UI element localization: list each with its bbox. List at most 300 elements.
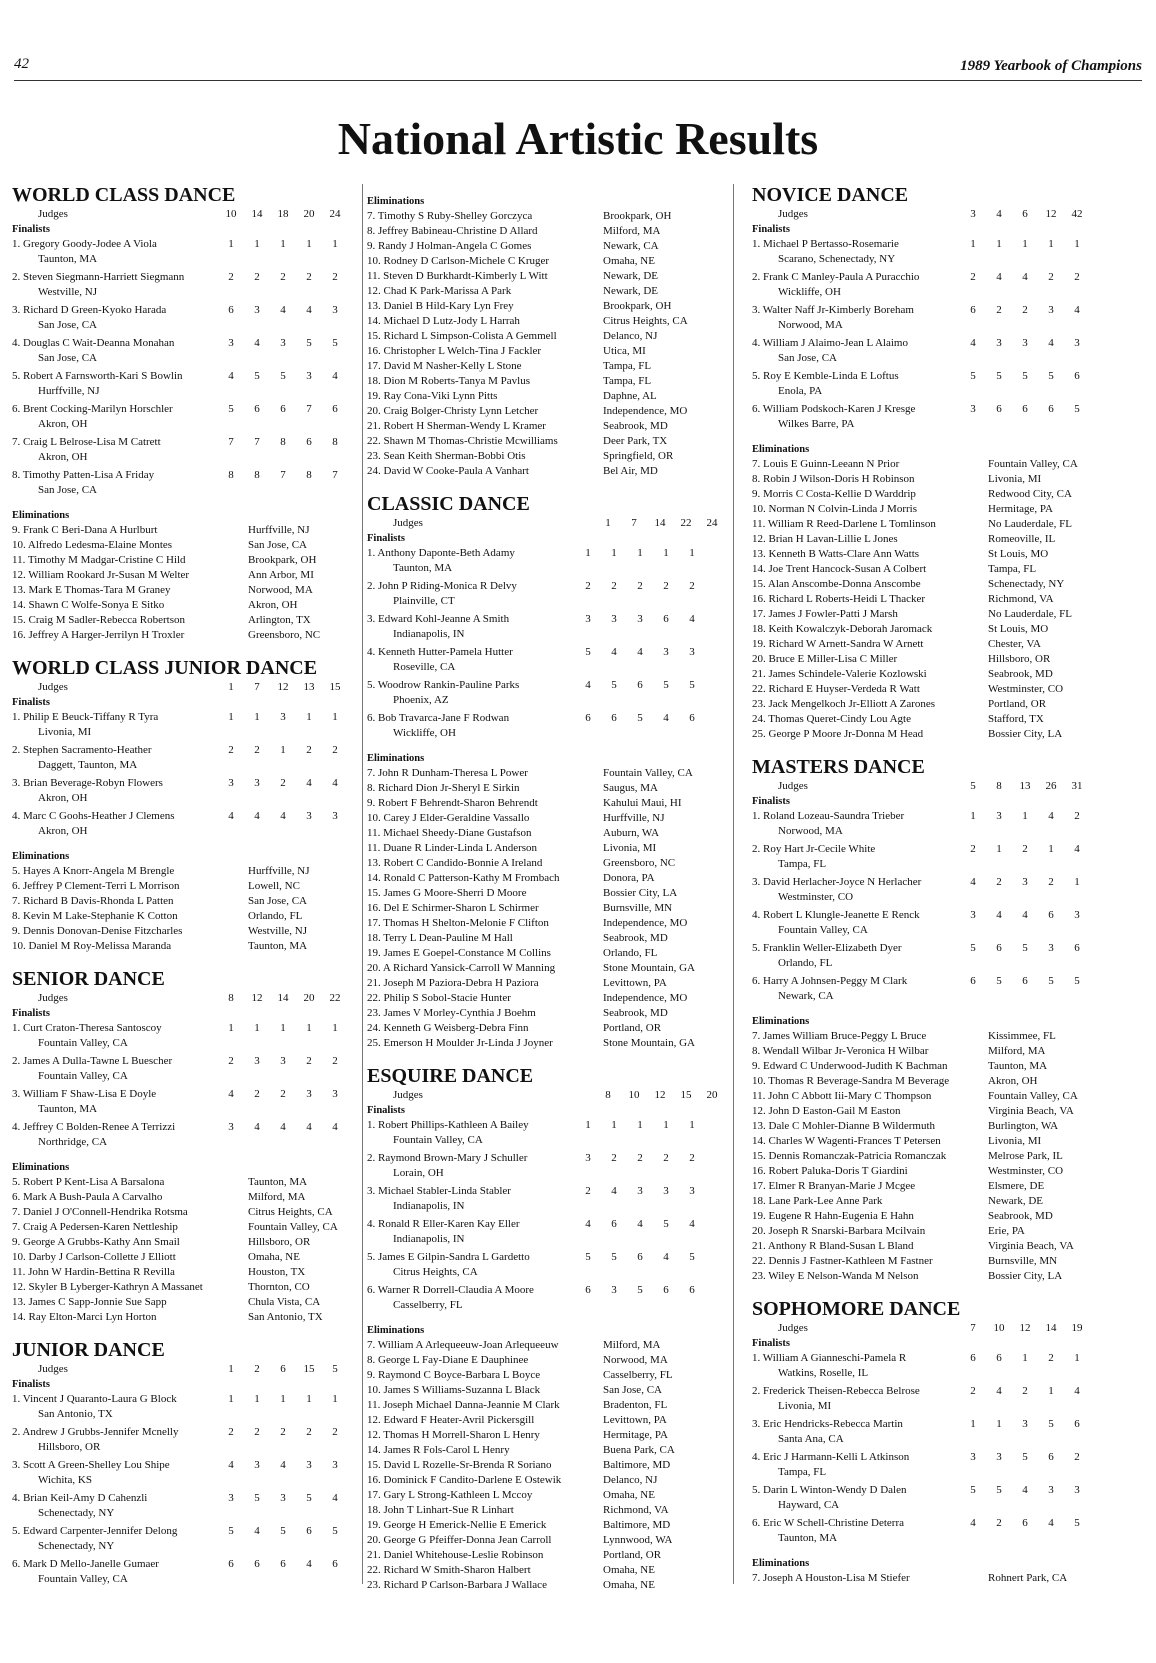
- placement-score: 1: [1048, 1385, 1054, 1397]
- couple-city: Orlando, FL: [248, 910, 303, 922]
- placement-score: 5: [637, 1284, 643, 1296]
- placement-score: 2: [996, 1517, 1002, 1529]
- placement-score: 1: [228, 1393, 234, 1405]
- elimination-row: [12, 538, 348, 553]
- couple-city: Lowell, NC: [248, 880, 300, 892]
- placement-score: 6: [996, 942, 1002, 954]
- finalist-row: [12, 1491, 348, 1506]
- couple-city: Omaha, NE: [603, 1564, 655, 1576]
- couple-location: Phoenix, AZ: [393, 694, 449, 706]
- placement-score: 6: [1048, 909, 1054, 921]
- placement-score: 1: [996, 1418, 1002, 1430]
- elimination-row: [752, 682, 1090, 697]
- couple-city: Fountain Valley, CA: [988, 458, 1078, 470]
- finalists-label: Finalists: [367, 1105, 405, 1116]
- couple-city: Newark, DE: [988, 1195, 1043, 1207]
- couple-name: 18. Dion M Roberts-Tanya M Pavlus: [367, 375, 530, 387]
- placement-score: 5: [970, 942, 976, 954]
- event-section: [752, 184, 1090, 742]
- couple-city: Seabrook, MD: [603, 420, 668, 432]
- placement-score: 3: [332, 810, 338, 822]
- couple-location: Taunton, MA: [393, 562, 453, 574]
- couple-city: Citrus Heights, CA: [603, 315, 688, 327]
- event-section: [12, 968, 348, 1325]
- placement-score: 1: [637, 547, 643, 559]
- couple-city: Bossier City, LA: [988, 728, 1063, 740]
- couple-name: 12. Skyler B Lyberger-Kathryn A Massanet: [12, 1281, 203, 1293]
- placement-scores: [218, 743, 348, 758]
- placement-scores: [575, 546, 705, 561]
- couple-name: 5. Franklin Weller-Elizabeth Dyer: [752, 942, 902, 954]
- placement-scores: [575, 579, 705, 594]
- placement-score: 4: [1074, 843, 1080, 855]
- couple-name: 10. Carey J Elder-Geraldine Vassallo: [367, 812, 530, 824]
- couple-name: 12. Chad K Park-Marissa A Park: [367, 285, 512, 297]
- couple-city: Delanco, NJ: [603, 330, 658, 342]
- couple-name: 19. Eugene R Hahn-Eugenia E Hahn: [752, 1210, 914, 1222]
- placement-score: 4: [228, 810, 234, 822]
- couple-city: St Louis, MO: [988, 548, 1049, 560]
- eliminations-label: Eliminations: [752, 444, 810, 455]
- placement-score: 4: [306, 1121, 312, 1133]
- couple-name: 14. Ronald C Patterson-Kathy M Frombach: [367, 872, 560, 884]
- finalist-row: [367, 1184, 725, 1199]
- elimination-row: [752, 1239, 1090, 1254]
- placement-score: 4: [332, 1492, 338, 1504]
- couple-name: 7. William A Arlequeeuw-Joan Arlequeeuw: [367, 1339, 559, 1351]
- elimination-row: [752, 607, 1090, 622]
- elimination-row: [367, 1533, 725, 1548]
- couple-location: Schenectady, NY: [38, 1507, 115, 1519]
- placement-score: 4: [663, 1251, 669, 1263]
- finalist-row: [367, 579, 725, 594]
- placement-score: 4: [970, 876, 976, 888]
- finalist-row: [367, 1151, 725, 1166]
- finalist-row: [12, 743, 348, 758]
- finalist-row: [752, 336, 1090, 351]
- couple-city: Chester, VA: [988, 638, 1041, 650]
- judge-number: 12: [277, 681, 289, 693]
- couple-name: 3. Brian Beverage-Robyn Flowers: [12, 777, 163, 789]
- judge-number: 8: [228, 992, 234, 1004]
- couple-name: 9. Edward C Underwood-Judith K Bachman: [752, 1060, 948, 1072]
- couple-city: Redwood City, CA: [988, 488, 1072, 500]
- placement-score: 1: [1074, 1352, 1080, 1364]
- elimination-row: [752, 1104, 1090, 1119]
- placement-score: 5: [689, 679, 695, 691]
- finalist-entry: [367, 1283, 725, 1313]
- elimination-row: [752, 622, 1090, 637]
- elimination-row: [12, 523, 348, 538]
- couple-city: San Jose, CA: [603, 1384, 662, 1396]
- placement-score: 8: [228, 469, 234, 481]
- placement-score: 1: [996, 238, 1002, 250]
- couple-location: Wichita, KS: [38, 1474, 92, 1486]
- couple-name: 4. Robert L Klungle-Jeanette E Renck: [752, 909, 920, 921]
- couple-name: 1. Anthony Daponte-Beth Adamy: [367, 547, 515, 559]
- couple-name: 16. Jeffrey A Harger-Jerrilyn H Troxler: [12, 629, 185, 641]
- placement-score: 3: [332, 1088, 338, 1100]
- elimination-row: [12, 1175, 348, 1190]
- placement-score: 3: [332, 1459, 338, 1471]
- placement-scores: [218, 1491, 348, 1506]
- placement-score: 6: [306, 436, 312, 448]
- placement-score: 2: [332, 271, 338, 283]
- finalists-label: Finalists: [12, 1379, 50, 1390]
- couple-location: Fountain Valley, CA: [38, 1070, 128, 1082]
- couple-location: Livonia, MI: [38, 726, 92, 738]
- placement-score: 7: [254, 436, 260, 448]
- placement-scores: [575, 711, 705, 726]
- event-title: ESQUIRE DANCE: [367, 1065, 534, 1087]
- judge-number: 22: [680, 517, 692, 529]
- couple-city: Saugus, MA: [603, 782, 659, 794]
- placement-score: 5: [228, 1525, 234, 1537]
- couple-name: 22. Dennis J Fastner-Kathleen M Fastner: [752, 1255, 933, 1267]
- eliminations-label: Eliminations: [367, 753, 425, 764]
- judge-numbers: [218, 991, 348, 1006]
- couple-name: 8. Kevin M Lake-Stephanie K Cotton: [12, 910, 178, 922]
- couple-location: Indianapolis, IN: [393, 1233, 465, 1245]
- placement-score: 4: [332, 1121, 338, 1133]
- placement-score: 6: [996, 1352, 1002, 1364]
- couple-name: 4. Jeffrey C Bolden-Renee A Terrizzi: [12, 1121, 176, 1133]
- couple-location: Casselberry, FL: [393, 1299, 463, 1311]
- finalist-row: [12, 1392, 348, 1407]
- placement-scores: [960, 941, 1090, 956]
- couple-name: 3. Richard D Green-Kyoko Harada: [12, 304, 167, 316]
- couple-name: 21. James Schindele-Valerie Kozlowski: [752, 668, 927, 680]
- finalist-row: [12, 303, 348, 318]
- placement-score: 1: [970, 810, 976, 822]
- couple-city: Tampa, FL: [988, 563, 1037, 575]
- placement-score: 4: [996, 1385, 1002, 1397]
- couple-city: Akron, OH: [248, 599, 298, 611]
- finalist-row: [367, 1118, 725, 1133]
- couple-location: San Jose, CA: [38, 484, 97, 496]
- couple-name: 24. Thomas Queret-Cindy Lou Agte: [752, 713, 911, 725]
- page-header: [14, 50, 1142, 81]
- judges-row: [12, 991, 348, 1006]
- couple-city: Westminster, CO: [988, 1165, 1064, 1177]
- judge-number: 8: [605, 1089, 611, 1101]
- placement-scores: [960, 336, 1090, 351]
- placement-score: 3: [1022, 876, 1028, 888]
- couple-name: 7. Daniel J O'Connell-Hendrika Rotsma: [12, 1206, 188, 1218]
- couple-city: Milford, MA: [603, 225, 661, 237]
- placement-scores: [960, 1351, 1090, 1366]
- couple-name: 6. Brent Cocking-Marilyn Horschler: [12, 403, 173, 415]
- finalist-entry: [752, 941, 1090, 971]
- placement-score: 5: [585, 646, 591, 658]
- placement-score: 1: [689, 547, 695, 559]
- judge-number: 3: [970, 208, 976, 220]
- elimination-row: [752, 532, 1090, 547]
- placement-score: 3: [996, 810, 1002, 822]
- placement-score: 3: [1048, 1484, 1054, 1496]
- placement-score: 2: [306, 1426, 312, 1438]
- placement-score: 2: [689, 580, 695, 592]
- judge-number: 24: [329, 208, 341, 220]
- placement-score: 1: [1022, 238, 1028, 250]
- finalist-entry: [12, 1392, 348, 1422]
- placement-scores: [218, 1524, 348, 1539]
- judge-numbers: [218, 680, 348, 695]
- judge-number: 22: [329, 992, 341, 1004]
- placement-score: 2: [689, 1152, 695, 1164]
- judge-number: 4: [996, 208, 1002, 220]
- elimination-row: [367, 1443, 725, 1458]
- placement-score: 6: [1048, 403, 1054, 415]
- couple-city: Lynnwood, WA: [603, 1534, 673, 1546]
- finalist-entry: [12, 468, 348, 498]
- couple-location: San Jose, CA: [38, 319, 97, 331]
- placement-score: 1: [228, 711, 234, 723]
- placement-score: 4: [689, 613, 695, 625]
- judge-number: 7: [631, 517, 637, 529]
- couple-name: 24. David W Cooke-Paula A Vanhart: [367, 465, 529, 477]
- finalist-entry: [12, 1087, 348, 1117]
- couple-city: Elsmere, DE: [988, 1180, 1045, 1192]
- couple-name: 18. Lane Park-Lee Anne Park: [752, 1195, 883, 1207]
- placement-score: 2: [228, 1055, 234, 1067]
- placement-score: 3: [611, 613, 617, 625]
- placement-score: 3: [254, 1459, 260, 1471]
- placement-score: 2: [970, 271, 976, 283]
- placement-score: 5: [585, 1251, 591, 1263]
- finalist-row: [367, 1250, 725, 1265]
- placement-score: 3: [306, 1459, 312, 1471]
- judge-number: 31: [1071, 780, 1083, 792]
- finalist-row: [367, 711, 725, 726]
- finalist-row: [12, 468, 348, 483]
- couple-name: 7. Louis E Guinn-Leeann N Prior: [752, 458, 900, 470]
- placement-score: 4: [332, 370, 338, 382]
- placement-score: 2: [637, 580, 643, 592]
- placement-score: 1: [332, 711, 338, 723]
- couple-name: 13. Robert C Candido-Bonnie A Ireland: [367, 857, 543, 869]
- judge-number: 5: [332, 1363, 338, 1375]
- couple-name: 19. Richard W Arnett-Sandra W Arnett: [752, 638, 924, 650]
- couple-name: 5. James E Gilpin-Sandra L Gardetto: [367, 1251, 530, 1263]
- finalist-entry: [12, 1021, 348, 1051]
- placement-score: 6: [280, 1558, 286, 1570]
- couple-city: Seabrook, MD: [988, 668, 1053, 680]
- couple-location: Tampa, FL: [778, 858, 827, 870]
- judge-number: 15: [329, 681, 341, 693]
- judge-number: 42: [1071, 208, 1083, 220]
- couple-name: 4. Ronald R Eller-Karen Kay Eller: [367, 1218, 520, 1230]
- finalist-entry: [752, 336, 1090, 366]
- judge-number: 14: [251, 208, 263, 220]
- placement-score: 2: [228, 744, 234, 756]
- finalist-row: [367, 546, 725, 561]
- elimination-row: [367, 766, 725, 781]
- placement-score: 5: [280, 1525, 286, 1537]
- judge-number: 1: [228, 1363, 234, 1375]
- finalist-row: [12, 270, 348, 285]
- placement-scores: [218, 1557, 348, 1572]
- placement-score: 5: [663, 1218, 669, 1230]
- placement-score: 5: [611, 679, 617, 691]
- placement-score: 3: [228, 1121, 234, 1133]
- finalist-entry: [752, 1516, 1090, 1546]
- couple-name: 20. Craig Bolger-Christy Lynn Letcher: [367, 405, 539, 417]
- couple-location: Northridge, CA: [38, 1136, 108, 1148]
- elimination-row: [367, 389, 725, 404]
- couple-name: 22. Richard E Huyser-Verdeda R Watt: [752, 683, 920, 695]
- judge-number: 10: [628, 1089, 640, 1101]
- finalist-entry: [12, 1458, 348, 1488]
- couple-city: Schenectady, NY: [988, 578, 1065, 590]
- placement-score: 1: [254, 1393, 260, 1405]
- placement-scores: [218, 1458, 348, 1473]
- elimination-row: [752, 1254, 1090, 1269]
- couple-location: San Jose, CA: [38, 352, 97, 364]
- couple-name: 20. Bruce E Miller-Lisa C Miller: [752, 653, 898, 665]
- placement-scores: [218, 1425, 348, 1440]
- judge-number: 1: [228, 681, 234, 693]
- couple-name: 6. Jeffrey P Clement-Terri L Morrison: [12, 880, 180, 892]
- couple-city: Independence, MO: [603, 917, 688, 929]
- placement-score: 1: [280, 1393, 286, 1405]
- couple-name: 22. Philip S Sobol-Stacie Hunter: [367, 992, 511, 1004]
- couple-city: Donora, PA: [603, 872, 655, 884]
- placement-score: 5: [332, 1525, 338, 1537]
- placement-score: 3: [254, 304, 260, 316]
- couple-location: Tampa, FL: [778, 1466, 827, 1478]
- couple-city: Stone Mountain, GA: [603, 1037, 695, 1049]
- couple-name: 6. Warner R Dorrell-Claudia A Moore: [367, 1284, 534, 1296]
- couple-city: Seabrook, MD: [603, 932, 668, 944]
- couple-location: Citrus Heights, CA: [393, 1266, 478, 1278]
- elimination-row: [367, 901, 725, 916]
- placement-scores: [218, 303, 348, 318]
- couple-name: 5. Robert P Kent-Lisa A Barsalona: [12, 1176, 165, 1188]
- placement-score: 2: [1022, 304, 1028, 316]
- finalist-row: [752, 1516, 1090, 1531]
- couple-name: 2. Frank C Manley-Paula A Puracchio: [752, 271, 920, 283]
- couple-city: Akron, OH: [988, 1075, 1038, 1087]
- finalist-row: [752, 369, 1090, 384]
- couple-name: 6. Bob Travarca-Jane F Rodwan: [367, 712, 510, 724]
- couple-name: 22. Shawn M Thomas-Christie Mcwilliams: [367, 435, 558, 447]
- finalist-entry: [12, 1120, 348, 1150]
- finalists-label: Finalists: [12, 1008, 50, 1019]
- couple-name: 13. Mark E Thomas-Tara M Graney: [12, 584, 171, 596]
- placement-score: 6: [611, 712, 617, 724]
- placement-scores: [960, 369, 1090, 384]
- placement-score: 1: [1048, 843, 1054, 855]
- placement-scores: [960, 237, 1090, 252]
- couple-city: Baltimore, MD: [603, 1459, 671, 1471]
- placement-score: 4: [306, 777, 312, 789]
- placement-score: 1: [228, 1022, 234, 1034]
- elimination-row: [367, 916, 725, 931]
- placement-score: 4: [611, 1185, 617, 1197]
- placement-score: 6: [970, 304, 976, 316]
- couple-name: 8. Robin J Wilson-Doris H Robinson: [752, 473, 915, 485]
- placement-score: 6: [689, 712, 695, 724]
- placement-score: 2: [280, 777, 286, 789]
- finalist-entry: [752, 303, 1090, 333]
- elimination-row: [367, 886, 725, 901]
- couple-name: 13. Daniel B Hild-Kary Lyn Frey: [367, 300, 514, 312]
- couple-city: Westville, NJ: [248, 925, 307, 937]
- placement-score: 1: [663, 547, 669, 559]
- placement-score: 2: [332, 1055, 338, 1067]
- finalist-entry: [12, 1557, 348, 1587]
- couple-name: 11. Timothy M Madgar-Cristine C Hild: [12, 554, 186, 566]
- couple-name: 1. Gregory Goody-Jodee A Viola: [12, 238, 157, 250]
- placement-score: 4: [585, 679, 591, 691]
- placement-score: 3: [970, 909, 976, 921]
- placement-score: 6: [332, 403, 338, 415]
- finalist-entry: [752, 369, 1090, 399]
- column-divider: [733, 184, 734, 1584]
- placement-score: 2: [228, 271, 234, 283]
- couple-name: 15. James G Moore-Sherri D Moore: [367, 887, 527, 899]
- couple-city: Thornton, CO: [248, 1281, 310, 1293]
- placement-score: 4: [1074, 1385, 1080, 1397]
- finalists-label: Finalists: [367, 533, 405, 544]
- elimination-row: [367, 826, 725, 841]
- couple-location: Norwood, MA: [778, 319, 843, 331]
- placement-score: 3: [996, 337, 1002, 349]
- couple-city: Richmond, VA: [988, 593, 1054, 605]
- couple-name: 12. John D Easton-Gail M Easton: [752, 1105, 901, 1117]
- elimination-row: [12, 598, 348, 613]
- elimination-row: [752, 502, 1090, 517]
- placement-scores: [218, 336, 348, 351]
- elimination-row: [752, 1119, 1090, 1134]
- judge-numbers: [218, 207, 348, 222]
- placement-score: 2: [306, 744, 312, 756]
- judge-number: 10: [225, 208, 237, 220]
- couple-location: Scarano, Schenectady, NY: [778, 253, 896, 265]
- placement-score: 8: [254, 469, 260, 481]
- placement-score: 3: [1074, 909, 1080, 921]
- couple-name: 7. Joseph A Houston-Lisa M Stiefer: [752, 1572, 910, 1584]
- placement-score: 5: [1022, 370, 1028, 382]
- couple-city: Daphne, AL: [603, 390, 657, 402]
- placement-score: 4: [637, 1218, 643, 1230]
- elimination-row: [12, 628, 348, 643]
- couple-name: 23. Wiley E Nelson-Wanda M Nelson: [752, 1270, 919, 1282]
- elimination-row: [752, 1044, 1090, 1059]
- finalist-entry: [752, 237, 1090, 267]
- elimination-row: [752, 472, 1090, 487]
- placement-score: 1: [332, 238, 338, 250]
- eliminations-label: Eliminations: [367, 1325, 425, 1336]
- placement-score: 8: [280, 436, 286, 448]
- elimination-row: [367, 299, 725, 314]
- couple-name: 14. Joe Trent Hancock-Susan A Colbert: [752, 563, 927, 575]
- event-title: WORLD CLASS JUNIOR DANCE: [12, 657, 318, 679]
- couple-name: 9. Raymond C Boyce-Barbara L Boyce: [367, 1369, 541, 1381]
- placement-scores: [960, 875, 1090, 890]
- judge-number: 19: [1071, 1322, 1083, 1334]
- placement-score: 3: [280, 1492, 286, 1504]
- couple-name: 3. Walter Naff Jr-Kimberly Boreham: [752, 304, 914, 316]
- finalist-row: [752, 842, 1090, 857]
- placement-score: 2: [1048, 271, 1054, 283]
- couple-location: Taunton, MA: [38, 253, 98, 265]
- placement-scores: [575, 645, 705, 660]
- placement-score: 6: [254, 403, 260, 415]
- couple-location: San Antonio, TX: [38, 1408, 113, 1420]
- placement-score: 6: [970, 1352, 976, 1364]
